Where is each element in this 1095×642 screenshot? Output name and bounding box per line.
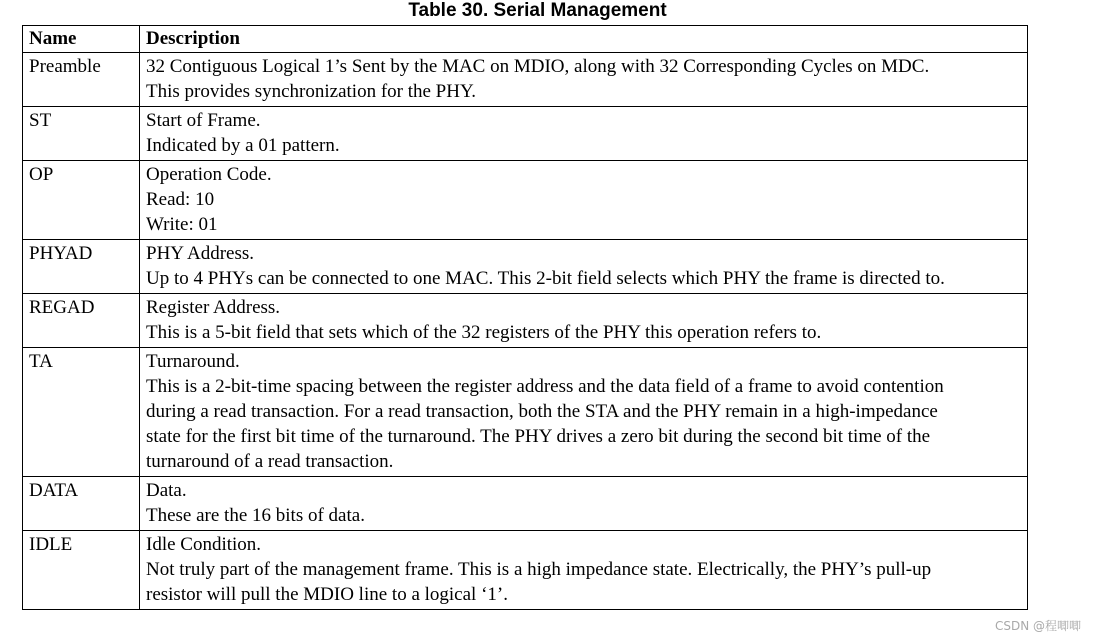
table-row-preamble: [23, 53, 1028, 107]
table-row-regad: [23, 294, 1028, 348]
description-line: Up to 4 PHYs can be connected to one MAC. This 2-bit field selects which PHY the frame is directed to.: [146, 268, 945, 289]
description-line: These are the 16 bits of data.: [146, 505, 365, 526]
description-line: Data.: [146, 480, 187, 501]
description-line: Operation Code.: [146, 164, 272, 185]
description-line: This is a 2-bit-time spacing between the register address and the data field of a frame to avoid contention: [146, 376, 944, 397]
name-column-header: Name: [23, 26, 140, 53]
description-column-header: Description: [140, 26, 1028, 53]
field-description: [140, 53, 1028, 107]
field-name: PHYAD: [23, 240, 140, 294]
field-description: [140, 107, 1028, 161]
description-line: Start of Frame.: [146, 110, 261, 131]
description-line: Register Address.: [146, 297, 281, 318]
field-name: Preamble: [23, 53, 140, 107]
description-line: state for the first bit time of the turnaround. The PHY drives a zero bit during the second bit time of the: [146, 426, 931, 447]
description-line: Idle Condition.: [146, 534, 262, 555]
field-description: [140, 348, 1028, 477]
field-description: [140, 531, 1028, 610]
description-line: Read: 10: [146, 189, 215, 210]
description-line: resistor will pull the MDIO line to a logical ‘1’.: [146, 584, 508, 605]
field-name: TA: [23, 348, 140, 477]
field-name: REGAD: [23, 294, 140, 348]
table-row-op: [23, 161, 1028, 240]
field-description: [140, 161, 1028, 240]
field-name: IDLE: [23, 531, 140, 610]
table-header-row: [23, 26, 1028, 53]
description-line: PHY Address.: [146, 243, 255, 264]
table-row-idle: [23, 531, 1028, 610]
description-line: This provides synchronization for the PHY.: [146, 81, 476, 102]
description-line: Not truly part of the management frame. This is a high impedance state. Electrically, the PHY’s pull-up: [146, 559, 932, 580]
table-row-ta: [23, 348, 1028, 477]
table-row-data: [23, 477, 1028, 531]
table-row-st: [23, 107, 1028, 161]
description-line: Write: 01: [146, 214, 218, 235]
serial-management-table: [22, 25, 1028, 610]
field-description: [140, 294, 1028, 348]
field-name: ST: [23, 107, 140, 161]
field-description: [140, 477, 1028, 531]
csdn-watermark: CSDN @程唧唧: [994, 619, 1081, 633]
description-line: during a read transaction. For a read transaction, both the STA and the PHY remain in a high-impedance: [146, 401, 938, 422]
description-line: Turnaround.: [146, 351, 240, 372]
field-description: [140, 240, 1028, 294]
table-caption: Table 30. Serial Management: [408, 0, 667, 21]
description-line: Indicated by a 01 pattern.: [146, 135, 340, 156]
description-line: turnaround of a read transaction.: [146, 451, 394, 472]
table-row-phyad: [23, 240, 1028, 294]
description-line: This is a 5-bit field that sets which of the 32 registers of the PHY this operation refers to.: [146, 322, 822, 343]
field-name: DATA: [23, 477, 140, 531]
description-line: 32 Contiguous Logical 1’s Sent by the MAC on MDIO, along with 32 Corresponding Cycles on MDC.: [146, 56, 930, 77]
field-name: OP: [23, 161, 140, 240]
